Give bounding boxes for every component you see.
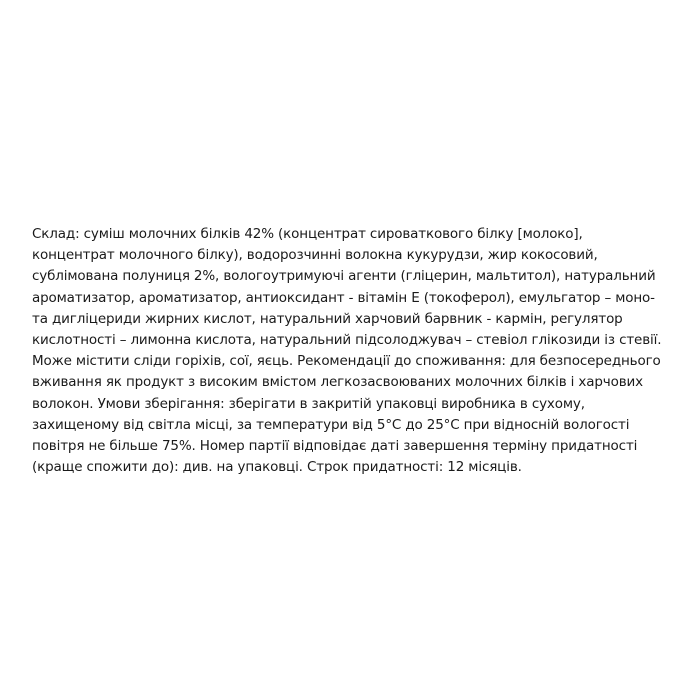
text-line: Склад: суміш молочних білків 42% (концентрат сироваткового білку [молоко], — [32, 226, 583, 242]
text-line: волокон. Умови зберігання: зберігати в закритій упаковці виробника в сухому, — [32, 395, 585, 412]
product-composition-text — [32, 224, 682, 478]
text-line: Може містити сліди горіхів, сої, яєць. Рекомендації до споживання: для безпосереднього — [32, 353, 661, 370]
text-line: кислотності – лимонна кислота, натуральний підсолоджувач – стевіол глікозиди із стевії. — [32, 332, 662, 349]
text-line: повітря не більше 75%. Номер партії відповідає даті завершення терміну придатності — [32, 438, 638, 455]
text-line: (краще спожити до): див. на упаковці. Строк придатності: 12 місяців. — [32, 459, 522, 476]
text-line: та дигліцериди жирних кислот, натуральний харчовий барвник - кармін, регулятор — [32, 310, 623, 327]
text-line: захищеному від світла місці, за температури від 5°С до 25°С при відносній вологості — [32, 416, 630, 433]
text-line: вживання як продукт з високим вмістом легкозасвоюваних молочних білків і харчових — [32, 374, 643, 391]
text-line: сублімована полуниця 2%, вологоутримуючі агенти (гліцерин, мальтитол), натуральний — [32, 268, 656, 285]
text-line: ароматизатор, ароматизатор, антиоксидант - вітамін Е (токоферол), емульгатор – моно- — [32, 289, 655, 306]
text-line: концентрат молочного білку), водорозчинні волокна кукурудзи, жир кокосовий, — [32, 247, 598, 264]
